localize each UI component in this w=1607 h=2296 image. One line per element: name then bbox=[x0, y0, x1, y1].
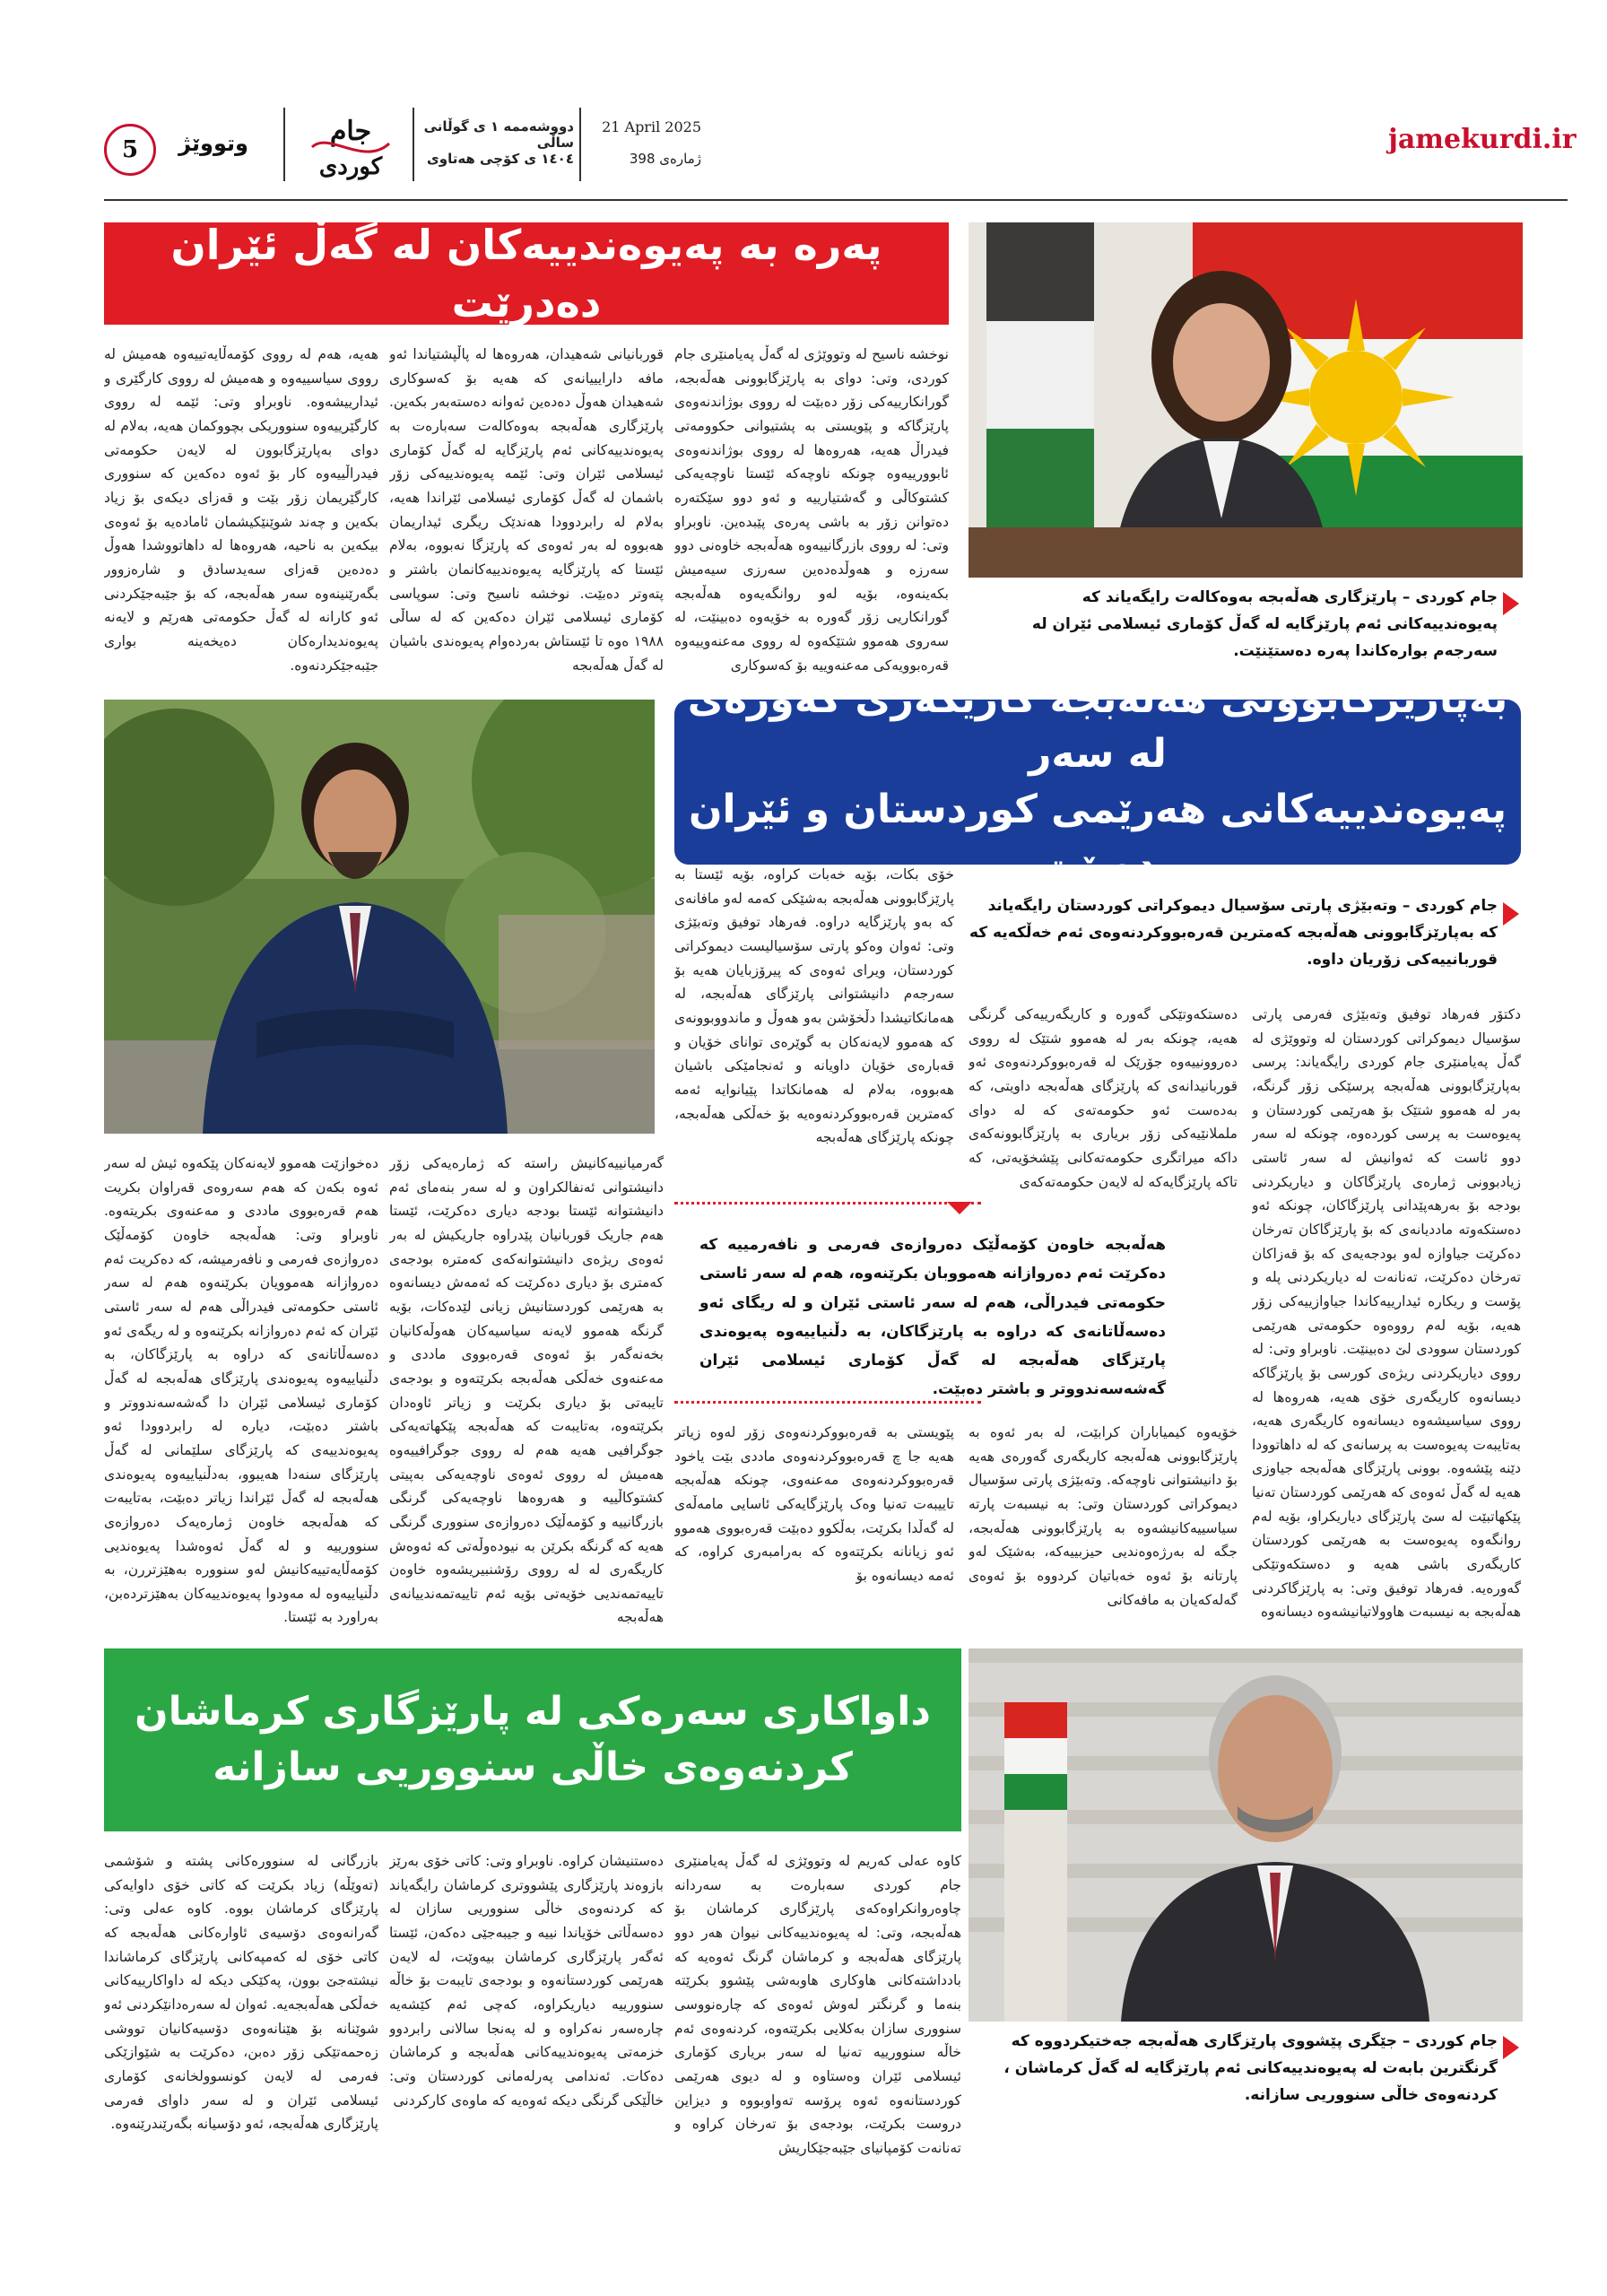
newspaper-logo bbox=[301, 104, 400, 187]
quote-rule-top bbox=[674, 1202, 981, 1205]
article2-column-middle-bottom: پێویستی بە قەرەبووکردنەوەی زۆر لەوە زیاتر هەیە جا چ قەرەبووکردنەوەی ماددی بێت یاخود قەرەبووکردنەوەی مەعنەوی، چونکە هەڵەبجە تاییبەت تەنیا وەک پارێزگایەکی ئاسایی مامەڵەی لە گەڵدا بکرێت، بەڵکوو دەبێت قەرەبووی هەموو ئەو زیانانە بکرێتەوە کە بەرامبەری کراوە، کە ئەمە دیسانەوە بۆ bbox=[674, 1424, 954, 1584]
article3-headline-line1: داواکاری سەرەکی لە پارێزگاری کرماشان bbox=[135, 1689, 931, 1735]
caption-arrow-icon bbox=[1503, 2036, 1519, 2059]
site-url[interactable]: jamekurdi.ir bbox=[1388, 124, 1577, 155]
article1-column-2: قوربانیانی شەهیدان، هەروەها لە پاڵپشتیاندا ئەو مافە دارایییانەی کە هەیە بۆ کەسوکاری شەهیدان هەوڵ دەدەین ئەوانە دەستەبەر بکەین. پارێزگاری هەڵەبجە بەوەکالەت سەبارەت بە پەیوەندییەکانی ئەم پارێزگایە لە گەڵ کۆماری ئیسلامی ئێران وتی: ئێمە پەیوەندییەکی زۆر باشمان لە گەڵ کۆماری ئیسلامی ئێراندا هەیە، بەلام لە رابردوودا هەندێک ریگری ئیداریمان هەبووە لە بەر ئەوەی کە پارێزگا نەبووە، بەلام ئێستا کە پارێزگایە پەیوەندییەکانمان باشتر و پتەوتر دەبێت. نوخشە ناسیح وتی: سوپاسی کۆماری ئیسلامی ئێران دەکەین کە لە ساڵی ١٩٨٨ ەوە تا ئێستاش بەردەوام پەیوەندی باشیان لە گەڵ هەڵەبجە bbox=[389, 346, 664, 674]
quote-rule-bottom bbox=[674, 1401, 981, 1404]
masthead-divider bbox=[283, 108, 285, 181]
logo-text-line2: کوردی bbox=[318, 153, 383, 180]
lead-arrow-icon bbox=[1503, 902, 1519, 926]
photo-caption: جام کوردی – پارێزگاری هەڵەبجە بەوەکالەت رایگەیاند کە پەیوەندییەکانی ئەم پارێزگایە لە گەڵ کۆماری ئیسلامی ئێران لە سەرجەم بوارەکاندا پەرە دەستێنێت. bbox=[1031, 588, 1498, 660]
article1-headline: پەرە بە پەیوەندییەکان لە گەڵ ئێران دەدرێت bbox=[104, 222, 949, 325]
photo-caption: جام کوردی – جێگری پێشووی پارێزگاری هەڵەبجە جەختیکردووە کە گرنگترین بابەت لە پەیوەندییەکانی ئەم پارێزگایە لە گەڵ کرماشان ، کردنەوەی خاڵی سنووریی سازانە. bbox=[1003, 2032, 1498, 2104]
section-title: وتووێژ bbox=[178, 131, 248, 156]
man-in-suit-portrait-photo bbox=[104, 700, 655, 1134]
article2-headline bbox=[674, 675, 1521, 888]
article2-lead: جام کوردی – وتەبێژی پارتی سۆسیال دیموکراتی کوردستان رایگەیاند کە بەپارێزگابوونی هەڵەبجە کەمترین قەرەبووکردنەوەی ئەم خەڵکەیە کە قوربانییەکی زۆریان داوە. bbox=[969, 897, 1498, 969]
date-english: 21 April 2025 bbox=[602, 118, 701, 135]
caption-arrow-icon bbox=[1503, 592, 1519, 615]
header-rule bbox=[104, 199, 1568, 201]
article3-column-3: بازرگانی لە سنوورەکانی پشتە و شۆشمی (تەوێڵە) زیاد بکرێت کە کاتی خۆی داوایەکی پارێزگای کرماشان بووە. کاوە عەلی وتی: گەرانەوەی دۆسیەی ئاوارەکانی هەڵەبجە کە کاتی خۆی لە کەمپەکانی پارێزگای کرماشاندا نیشتەجێ بوون، پەکێکی دیکە لە داواکارییەکانی خەڵکی هەڵەبجەیە. ئەوان لە سەرەدانێکردنی ئەو شوێنانە بۆ هێنانەوەی دۆسیەکانیان تووشی زەحمەتێکی زۆر دەبن، دەکرێت بە شێوازێکی فەرمی لە لایەن کونسوولخانەی کۆماری ئیسلامی ئێران و لە سەر داوای فەرمی پارێزگاری هەڵەبجە، ئەو دۆسیانە بگەرێندرێنەوە. bbox=[104, 1853, 378, 2133]
article1-column-1: نوخشە ناسیح لە وتووێژی لە گەڵ پەیامنێری جام کوردی، وتی: دوای بە پارێزگابوونی هەڵەبجە، گورانکارییەکی زۆر دەبێت لە رووی بوژاندنەوەی پارێزگاکە و پێویستی بە پشتیوانی حکوومەتی فیدراڵ هەیە، هەروەها لە رووی بوژاندنەوەی ئابوورییەوە چونکە ناوچەکە ئێستا ناوچەیەکی کشتوکاڵی و گەشتیارییە و ئەو دوو سێکتەرە دەتوانن زۆر بە باشی پەرەی پێبدەین. ناوبراو وتی: لە رووی بازرگانییەوە هەڵەبجە خاوەنی دوو سەرزە و هەوڵدەدەین سەرزی سیەمیش بکەینەوە، بۆیە لەو روانگەیەوە هەڵەبجە گورانکاریی زۆر گەورە بە خۆیەوە دەبینێت، لە سەروی هەموو شتێکەوە لە رووی مەعنەوییەوە قەرەبوویەکی مەعنەوییە بۆ کەسوکاری bbox=[674, 346, 949, 674]
date-kurdish-line2: ١٤٠٤ ی کۆچی هەتاوی bbox=[427, 151, 574, 167]
woman-portrait-with-kurdistan-flag-photo bbox=[969, 222, 1523, 578]
article2-column-middle-top: دەستکەوتێکی گەورە و کاریگەرییەکی گرنگی هەیە، چونکە بەر لە هەموو شتێک لە رووی دەروونییەوە جۆرێک لە قەرەبووکردنەوەی ئەو قوربانیدانەی کە پارێزگای هەڵەبجە داویتی، کە بەدەست ئەو حکومەتەی کە لە دوای ململانێیەکی زۆر بریاری بە پارێزگابوونەکەی داکە میراتگری حکومەتەکانی پێشخۆیەتی، کە تاکە پارێزگایەکە لە لایەن حکومەتەکەی bbox=[969, 1006, 1238, 1190]
masthead-divider bbox=[579, 108, 581, 181]
article3-headline-line2: کردنەوەی خاڵی سنووریی سازانە bbox=[213, 1744, 853, 1790]
article3-headline bbox=[104, 1648, 961, 1831]
page-number: 5 bbox=[104, 124, 156, 176]
logo-text-line1: جام bbox=[329, 116, 372, 147]
masthead-divider bbox=[413, 108, 414, 181]
man-in-suit-with-flag-photo bbox=[969, 1648, 1523, 2022]
quote-triangle-icon bbox=[947, 1202, 972, 1214]
article3-column-2: دەستنیشان کراوە. ناوبراو وتی: کاتی خۆی بەرێز بازوەند پارێزگاری پێشووتری کرماشان رایگەیاند کە کردنەوەی خاڵی سنووریی سازان لە دەسەڵاتی خۆیاندا نییە و جیبەجێی دەکەن، ئێستا ئەگەر پارێزگاری کرماشان بیەوێت، لە لایەن هەرێمی کوردستانەوە و بودجەی تایبەت بۆ خاڵە سنوورییە دیاریکراوە، کەچی ئەم کێشەیە چارەسەر نەکراوە و لە پەنجا سالانی رابردوو خزمەتی پەیوەندییەکانی هەڵەبجە و کرماشان دەکات. ئەندامی پەرلەمانی کوردستان وتی: خاڵێکی گرنگی دیکە ئەوەیە کە ماوەی کارکردنی bbox=[389, 1853, 664, 2109]
article2-column-left-bottom: گەرمیانییەکانیش راستە کە ژمارەیەکی زۆر دانیشتوانی ئەنفالکراون و لە سەر بنەمای ئەم دانیشتوانە ئێستا بودجە دیاری دەکرێت، ئێستا هەم جاریک قوربانیان پێدراوە جاریکیش لە بەر ئەوەی ریژەی دانیشتوانەکەی کەمترە بودجەی کەمتری بۆ دیاری دەکرێت کە ئەمەش دیسانەوە بە هەرێمی کوردستانیش زیانی لێدەکات، بۆیە گرنگە هەموو لایەنە سیاسیەکان هەوڵەکانیان بخەنەگەر بۆ ئەوەی قەرەبووی ماددی و مەعنەوی خەڵکی هەڵەبجە بکرێتەوە و بودجەی تایبەتی بۆ دیاری بکرێت و زیاتر ئاوەدان بکرێتەوە، بەتایبەت کە هەڵەبجە پێکهاتەیەکی جوگرافیی هەیە هەم لە رووی جوگرافییەوە هەمیش لە رووی ئەوەی ناوچەیەکی بەپیتی کشتوکاڵییە و هەروەها ناوچەیەکی گرنگی بازرگانییە و کۆمەڵێک دەروازەی سنووری گرنگی هەیە کە گرنگە بکرێن بە نیودەوڵەتی کە ئەوەش کاریگەری لە لە رووی رۆشنبیریشەوە خاوەن تاییەتمەندیی خۆیەتی بۆیە ئەم تاییەتمەندییانەی هەڵەبجە bbox=[389, 1155, 664, 1626]
pull-quote: هەڵەبجە خاوەن کۆمەڵێک دەروازەی فەرمی و نافەرمییە کە دەکرێت ئەم دەروازانە هەمووبان بکرێنەوە، هەم لە سەر ئاستی حکومەتی فیدراڵی، هەم لە سەر ئاستی ئێران و لە ریگای ئەو دەسەڵاتانەی کە دراوە بە پارێزگاکان، بە دڵنیاییەوە پەیوەندی پارێزگای هەڵەبجە لە گەڵ کۆماری ئیسلامی ئێران گەشەسەندووتر و باشتر دەبێت. bbox=[699, 1236, 1166, 1399]
article2-column-right: دکتۆر فەرهاد توفیق وتەبێژی فەرمی پارتی سۆسیال دیموکراتی کوردستان لە وتووێژی لە گەڵ پەیامنێری جام کوردی رایگەیاند: پرسی بەپارێزگابوونی هەڵەبجە پرسێکی زۆر گرنگە، بەر لە هەموو شتێک بۆ هەرێمی کوردستان و پەیوەست بە پرسی کوردەوە، چونکە لە سەر دوو ئاست کە ئەوانیش لە سەر ئاستی زیادبوونی ژمارەی پارێزگاکان و دیاریکردنی بودجە بۆ بەرهەپێدانی پارێزگاکان، چونکە ئەو دەستکەوتە ماددیانەی کە بۆ پارێزگاکان تەرخان دەکرێت جیاوازە لەو بودجەیەی کە بۆ قەزاکان تەرخان دەکرێت، تەنانەت لە دیاریکردنی پلە و پۆست و ریکارە ئیدارییەکاندا جیاوازییەکی زۆر هەیە، بۆیە لەم رووەوە حکومەتی هەرێمی کوردستان سوودی لێ دەبینێت. ناوبراو وتی: لە رووی دیاریکردنی ریژەی کورسی بۆ پارێزگاکە دیسانەوە کاریگەری خۆی هەیە، هەروەها لە رووی سیاسیشەوە دیسانەوە کاریگەری هەیە، بەتایبەت پەیوەست بە پرسانەی کە لە داهاتوودا دێنە پێشەوە. بوونی پارێزگای هەڵەبجە جیاوزی هەیە لە گەڵ ئەوەی کە هەرێمی کوردستان تەنیا پێکهاتبێت لە سێ پارێزگای دیاریکراو، بۆیە لەم روانگەوە پەیوەست بە هەرێمی کوردستان کاریگەری باشی هەیە و دەستکەوتێکی گەورەیە. فەرهاد توفیق وتی: بە پارێزگاکردنی هەڵەبجە بە نیسبەت هاوولاتیانیشەوە دیسانەوە bbox=[1252, 1006, 1521, 1621]
date-kurdish-line1: دووشەممە ١ ی گوڵانی ساڵی bbox=[423, 118, 574, 151]
article2-column-far-left-bottom: دەخوازێت هەموو لایەنەکان پێکەوە ئیش لە سەر ئەوە بکەن کە هەم سەروەی قەراوان بکریت هەم قەرەبووی ماددی و مەعنەوی بکریتەوە. ناوبراو وتی: هەڵەبجە خاوەن کۆمەڵێک دەروازەی فەرمی و نافەرمیشە، کە دەکریت ئەم دەروازانە هەموویان بکرێنەوە هەم لە سەر ئاستی حکومەتی فیدراڵی هەم لە سەر ئاستی ئێران کە ئەم دەروازانە بکرێنەوە و لە ریگەی ئەو دەسەڵاتانەی کە دراوە بە پارێزگاکان، بە دڵنیاییەوە پەیوەندی پارێزگای هەڵەبجە لە گەڵ کۆماری ئیسلامی ئێران دا گەشەسەندووتر و باشتر دەبێت، دیارە لە رابردوودا ئەو پەیوەندییەی کە پارێزگای سلێمانی لە گەڵ پارێزگای سنەدا هەیبوو، بەدڵنیاییەوە پەیوەندی هەڵەبجە لە گەڵ ئێراندا زیاتر دەبێت، بەتایبەت کە هەڵەبجە خاوەن ژمارەیەک دەروازەی سنوورییە و لە گەڵ ئەوەشدا پەیوەندیی کۆمەڵایەتییەکانیش لەو سنووره بەهێزتررن، بە دڵنیاییەوە لە مەودوا پەیوەندییەکان بەهێزتردەبن، بەراورد بە ئێستا. bbox=[104, 1155, 378, 1626]
article2-column-right-bottom: خۆیەوە کیمیاباران کرابێت، لە بەر ئەوە بە پارێزگابوونی هەڵەبجە کاریگەری گەورەی هەیە بۆ دانیشتوانی ناوچەکە. وتەبێژی پارتی سۆسیال دیموکراتی کوردستان وتی: بە نیسبەت پارتە سیاسییەکانیشەوە بە پارێزگابوونی هەڵەبجە، جگە لە بەرژەوەندیی حیزبییەکە، بەشێک لەو پارتانە بۆ ئەوە خەباتیان کردووە بۆ ئەوەی گەلەکەیان بە مافەکانی bbox=[969, 1424, 1238, 1608]
article2-headline-line1: بەپارێزگابوونی هەڵەبجە کاریگەری گەورەی لە سەر bbox=[687, 675, 1508, 778]
article2-headline-line2: پەیوەندییەکانی هەرێمی کوردستان و ئێران دەبێت bbox=[688, 787, 1507, 888]
issue-number: ژمارەی 398 bbox=[629, 151, 701, 167]
article1-column-3: هەیە، هەم لە رووی کۆمەڵایەتییەوە هەمیش لە رووی سیاسییەوە و هەمیش لە رووی کارگێری و ئیدارییشەوە. ناوبراو وتی: ئێمە لە رووی کارگێرییەوە سنووریکی بچووکمان هەیە، بەلام لە دوای بەپارێزگابوون لە لایەن حکومەتی فیدراڵییەوە کار بۆ ئەوە دەکەین کە سنووری کارگێریمان زۆر بێت و قەزای دیکەی بۆ زیاد بکەین و چەند شوێنێکیشمان ئامادەیە بۆ ئەوەی بیکەین بە ناحیە، هەروەها لە داهاتووشدا هەوڵ دەدەین قەزای سەیدسادق و شارەزوور بگەرێنینەوە سەر هەڵەبجە، کە بۆ جێبەجێکردنی ئەو کارانە لە گەڵ حکومەتی هەرێم و لایەنە پەیوەندیدارەکان دەیخەینە بواری جێبەجێکردنەوە. bbox=[104, 346, 378, 674]
article2-column-left-top: خۆی بکات، بۆیە خەبات کراوە، بۆیە ئێستا بە پارێزگابوونی هەڵەبجە بەشێکی کەمە لەو مافانەی کە بەو پارێزگایە دراوە. فەرهاد توفیق وتەبێژی وتی: ئەوان وەکو پارتی سۆسیالیست دیموکراتی کوردستان، ویرای ئەوەی کە پیرۆزبایان هەیە بۆ سەرجەم دانیشتوانی پارێزگای هەڵەبجە، لە هەمانکاتیشدا دڵخۆشن بەو هەوڵ و ماندووبوونەی کە هەموو لایەنەکان بە گوێرەی توانای خۆیان و قەبارەی خۆیان داویانە و ئەنجامێکی باشیان هەبووە، بەلام لە هەمانکاتدا پێیانوایە ئەمە کەمترین قەرەبووکردنەوەیە بۆ خەڵکی هەڵەبجە، چونکە پارێزگای هەڵەبجە bbox=[674, 866, 954, 1146]
article3-column-1: کاوە عەلی کەریم لە وتووێژی لە گەڵ پەیامنێری جام کوردی سەبارەت بە سەردانە چاوەروانکراوەکەی پارێزگاری کرماشان بۆ هەڵەبجە، وتی: لە پەیوەندییەکانی نیوان هەر دوو پارێزگای هەڵەبجە و کرماشان گرنگ ئەوەیە کە بادداشتەکانی هاوکاری هاوبەشی پێشوو بکرێتە بنەما و گرنگتر لەوش ئەوەی کە چارەنووسی سنووری سازان بەکلایی بکرێتەوە، کردنەوەی ئەم خاڵە سنوورییە تەنیا لە سەر بریاری کۆماری ئیسلامی ئێران وەستاوە و لە دیوی هەرێمی کوردستانەوە ئەوە پرۆسە تەواوبووە و دیزاین دروست بکرێت، بودجەی بۆ تەرخان کراوە و تەنانەت کۆمپانیای جێبەجێکاریش bbox=[674, 1853, 961, 2156]
